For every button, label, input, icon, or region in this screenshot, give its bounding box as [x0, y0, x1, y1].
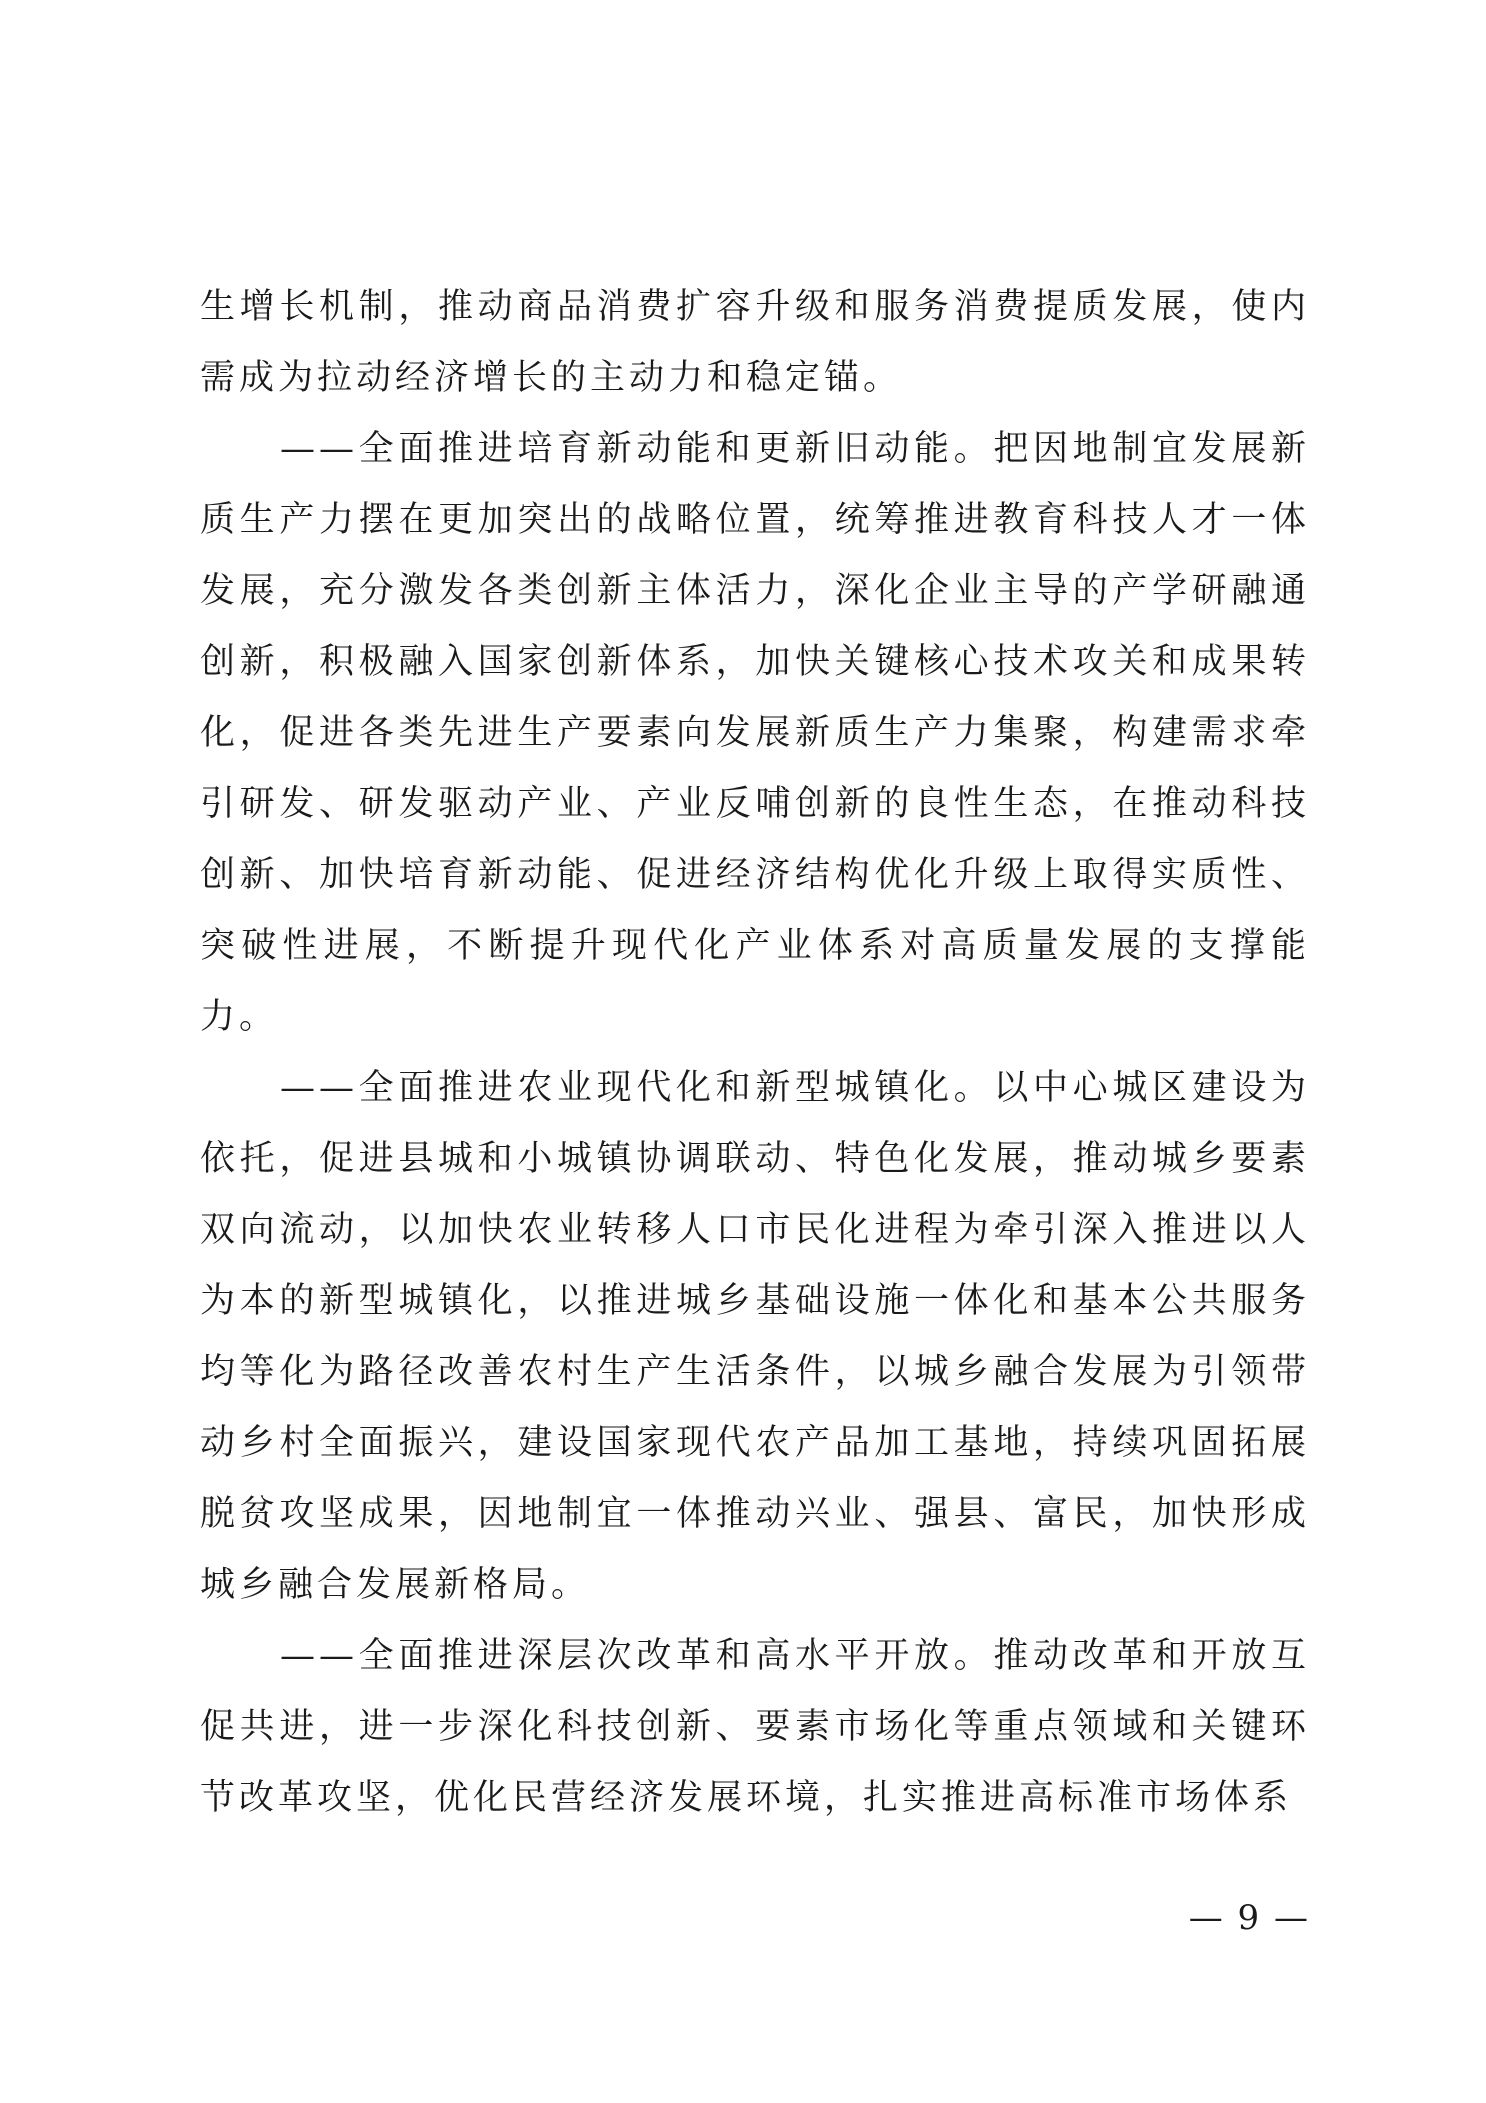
paragraph-reform-opening: ——全面推进深层次改革和高水平开放。推动改革和开放互促共进，进一步深化科技创新、要素市场化等重点领域和关键环节改革攻坚，优化民营经济发展环境，扎实推进高标准市场体系 [200, 1636, 1310, 1818]
paragraph-consumption-continuation: 生增长机制，推动商品消费扩容升级和服务消费提质发展，使内需成为拉动经济增长的主动力和稳定锚。 [200, 287, 1310, 398]
paragraph-agriculture-urbanization: ——全面推进农业现代化和新型城镇化。以中心城区建设为依托，促进县城和小城镇协调联动、特色化发展，推动城乡要素双向流动，以加快农业转移人口市民化进程为牵引深入推进以人为本的新型城镇化，以推进城乡基础设施一体化和基本公共服务均等化为路径改善农村生产生活条件，以城乡融合发展为引领带动乡村全面振兴，建设国家现代农产品加工基地，持续巩固拓展脱贫攻坚成果，因地制宜一体推动兴业、强县、富民，加快形成城乡融合发展新格局。 [200, 1068, 1310, 1605]
body-text [200, 272, 1310, 1834]
page-number: — 9 — [1188, 1898, 1310, 1938]
paragraph-new-momentum: ——全面推进培育新动能和更新旧动能。把因地制宜发展新质生产力摆在更加突出的战略位置，统筹推进教育科技人才一体发展，充分激发各类创新主体活力，深化企业主导的产学研融通创新，积极融入国家创新体系，加快关键核心技术攻关和成果转化，促进各类先进生产要素向发展新质生产力集聚，构建需求牵引研发、研发驱动产业、产业反哺创新的良性生态，在推动科技创新、加快培育新动能、促进经济结构优化升级上取得实质性、突破性进展，不断提升现代化产业体系对高质量发展的支撑能力。 [200, 429, 1310, 1037]
